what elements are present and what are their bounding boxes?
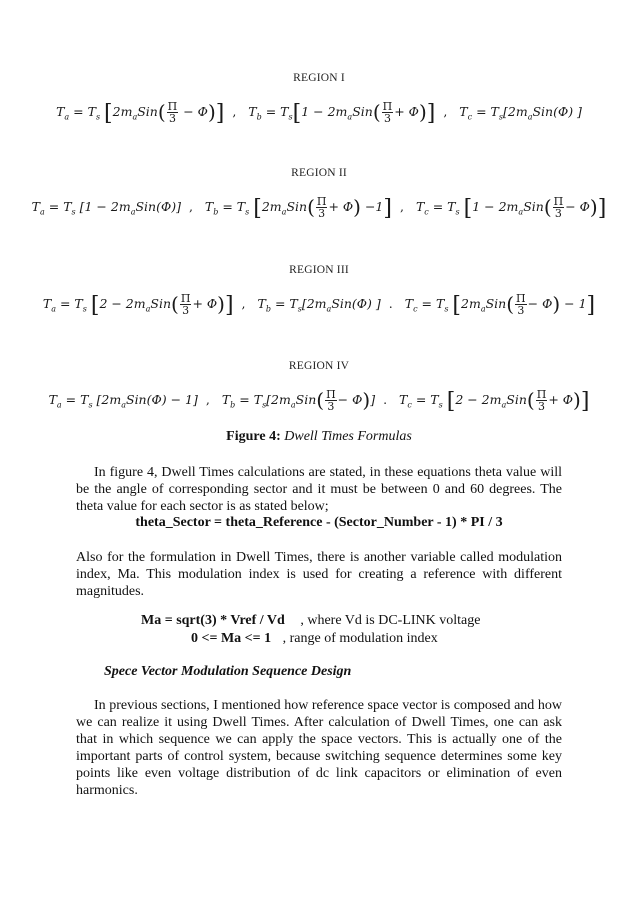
region-4-equations: $T_a = T_s$ $[2m_aSin(\Phi) - 1]$ , $T_b = T_s[2m_aSin$( $\frac{\Pi}{3}$ − Φ)] . $T_c = T_s$ [$2 - 2m_aSin$( $\frac{\Pi}{3}$ + Φ)] xyxy=(48,388,590,414)
theta-sector-formula: theta_Sector = theta_Reference - (Sector_Number - 1) * PI / 3 xyxy=(135,515,503,530)
ma-range-note: , range of modulation index xyxy=(282,631,438,646)
ma-formula-note: , where Vd is DC-LINK voltage xyxy=(300,613,481,628)
ma-formula-line xyxy=(141,613,561,629)
region-1-title: REGION I xyxy=(293,72,345,84)
paragraph-dwell-times: In figure 4, Dwell Times calculations are stated, in these equations theta value will be the angle of corresponding sector and it must be between 0 and 60 degrees. The theta value for each sector is as stated below; xyxy=(76,465,562,514)
figure-caption xyxy=(0,429,638,445)
region-2-title: REGION II xyxy=(291,167,347,179)
region-3-equations: $T_a = T_s$ [$2 - 2m_aSin$( $\frac{\Pi}{3}$ + Φ)] , $T_b = T_s[2m_aSin(\Phi)$ ] . $T_c = T_s$ [$2m_aSin$( $\frac{\Pi}{3}$ − Φ) − 1] xyxy=(42,292,596,318)
region-2-equations: $T_a = T_s$ $[1 - 2m_aSin(\Phi)]$ , $T_b = T_s$ [$2m_aSin$( $\frac{\Pi}{3}$ + Φ) −1] , $T_c = T_s$ [$1 - 2m_aSin$( $\frac{\Pi}{3}$ − Φ)] xyxy=(31,195,607,221)
ma-range-line xyxy=(191,631,591,647)
region-1-equations: $T_a = T_s$ [$2m_aSin$( $\frac{\Pi}{3}$ − Φ)] , $T_b = T_s[1 - 2m_aSin$( $\frac{\Pi}{3}$ + Φ)] , $T_c = T_s[2m_aSin(\Phi)$ ] xyxy=(56,100,582,126)
section-heading: Spece Vector Modulation Sequence Design xyxy=(104,664,352,679)
paragraph-modulation-index: Also for the formulation in Dwell Times, there is another variable called modulation index, Ma. This modulation index is used for creating a reference with different magnitudes. xyxy=(76,550,562,599)
paragraph-sequence-design: In previous sections, I mentioned how reference space vector is composed and how we can realize it using Dwell Times. After calculation of Dwell Times, one can ask that in which sequence we can apply the space vectors. This is actually one of the important parts of control system, because switching sequence determines some key points like even voltage distribution of dc link capacitors or elimination of even harmonics. xyxy=(76,698,562,798)
region-3-title: REGION III xyxy=(289,264,349,276)
figure-caption-text: Dwell Times Formulas xyxy=(284,429,412,444)
figure-label: Figure 4: xyxy=(226,429,281,444)
ma-formula: Ma = sqrt(3) * Vref / Vd xyxy=(141,613,285,628)
region-4-title: REGION IV xyxy=(288,360,350,372)
ma-range: 0 <= Ma <= 1 xyxy=(191,631,272,646)
